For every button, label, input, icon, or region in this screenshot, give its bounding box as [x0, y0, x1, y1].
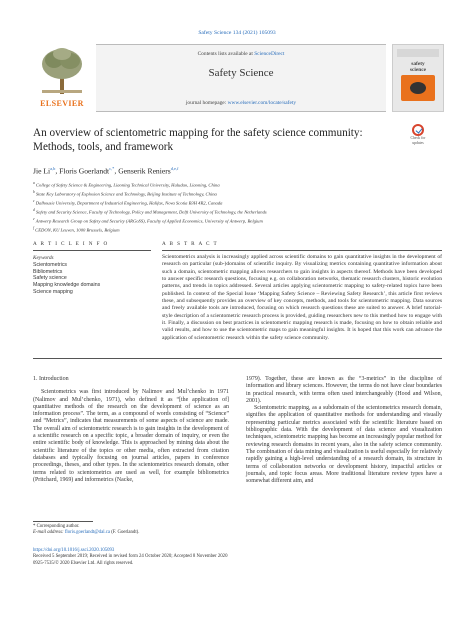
- affiliation-item: $^b$ State Key Laboratory of Explosion Science and Technology, Beijing Institute of Technology, China: [33, 189, 217, 197]
- divider: [162, 250, 442, 251]
- doi-link[interactable]: https://doi.org/10.1016/j.ssci.2020.105093: [33, 548, 115, 553]
- elsevier-wordmark: ELSEVIER: [40, 99, 84, 108]
- journal-banner: [96, 44, 386, 112]
- elsevier-logo: [32, 44, 92, 110]
- divider: [33, 250, 151, 251]
- author-name[interactable]: Jie Li: [33, 166, 51, 176]
- cover-title: safety science: [409, 61, 427, 73]
- journal-cover-thumbnail: [392, 44, 444, 112]
- footnote-divider: [33, 521, 93, 522]
- check-updates-icon: [412, 124, 424, 136]
- journal-header: [32, 44, 442, 112]
- body-paragraph: Scientometrics was first introduced by Nalimov and Mul’chenko in 1971 (Nalimov and Mul’chenko, 1971), who defined it as “[the application of] quantitative methods of the research on the development of science as an information process”. The term, as a compound of words consisting of “Science” and “Metrics”, indicates that measurements of some aspects of science are made. The overall aim of scientometric research is to gain insights in the development of a scientific research on a specific topic, a broader domain of inquiry, or even the entire scientific body of knowledge. This is approached by mining data about the scientific literature of the topics or other media, often extracted from citation databases and typically focusing on journal articles, papers in conference proceedings, theses, and other types. In the scientometrics research domain, other terms related to scientometrics are used as well, for example bibliometrics (Pritchard, 1969) and informetrics (Nacke,: [33, 389, 229, 483]
- body-column-right: [246, 376, 442, 485]
- author-name[interactable]: Floris Goerlandt: [59, 166, 110, 176]
- affiliation-list: [33, 180, 433, 234]
- author-list: Jie Li$^{a,b}$, Floris Goerlandt$^{c,*}$, Genserik Reniers$^{d,e,f}$: [33, 166, 179, 176]
- affiliation-item: $^e$ Antwerp Research Group on Safety and Security (ARGoSS), Faculty of Applied Economics, University of Antwerp, Belgium: [33, 216, 263, 224]
- affiliation-item: $^d$ Safety and Security Science, Faculty of Technology, Policy and Management, Delft University of Technology, the Netherlands: [33, 207, 267, 215]
- corresponding-author-note: * Corresponding author.: [33, 524, 80, 529]
- keyword-item: Science mapping: [33, 288, 73, 295]
- keywords-block: [33, 255, 151, 296]
- affiliation-item: $^f$ CEDON, KU Leuven, 1000 Brussels, Belgium: [33, 225, 120, 233]
- affiliation-item: $^a$ College of Safety Science & Engineering, Liaoning Technical University, Huludao, Liaoning, China: [33, 181, 220, 188]
- keyword-item: Bibliometrics: [33, 268, 63, 275]
- contents-line: Contents lists available at ScienceDirect: [197, 51, 285, 57]
- affiliation-item: $^c$ Dalhousie University, Department of Industrial Engineering, Halifax, Nova Scotia B3H 4R2, Canada: [33, 198, 223, 206]
- journal-title: Safety Science: [208, 67, 274, 79]
- keyword-item: Scientometrics: [33, 261, 68, 268]
- email-line: E-mail address: floris.goerlandt@dal.ca (F. Goerlandt).: [33, 530, 140, 536]
- cover-art: [401, 75, 435, 101]
- journal-reference[interactable]: Safety Science 134 (2021) 105093: [198, 30, 276, 36]
- publication-info: [33, 548, 293, 567]
- abstract-text: Scientometrics analysis is increasingly applied across scientific domains to gain quantitative insights in the development of research on particular (sub-)domains of scientific inquiry. By visualizing metrics containing quantitative information about such a domain, scientometric mapping allows researchers to gain insights in aspects thereof. Methods have been developed to answer specific research questions, focusing e.g. on collaboration networks, thematic research clusters, historic evolution patterns, and trends in topics addressed. Several articles applying scientometric mapping to safety-related topics have been published. In context of the Special Issue ‘Mapping Safety Science – Reviewing Safety Research’, this article first reviews these, and subsequently provides an overview of key concepts, methods, and tools for scientometric mapping. Data sources and freely available tools are introduced, focusing on which research questions these are suited to answer. A brief tutorial-style description of a scientometric research process is provided, guiding researchers new to this method how to engage with it. Finally, a discussion on best practices in scientometric mapping research is made, focusing on how to obtain reliable and valid results, and how to use the scientometric maps to gain meaningful insights. It is hoped that this work can advance the application of scientometric research within the safety science community.: [162, 254, 442, 341]
- homepage-line: journal homepage: www.elsevier.com/locate/safety: [185, 100, 297, 106]
- keyword-item: Mapping knowledge domains: [33, 282, 101, 289]
- section-heading: 1. Introduction: [33, 376, 69, 382]
- article-info-heading: A R T I C L E I N F O: [33, 241, 109, 247]
- footnotes: [33, 524, 233, 536]
- author-name[interactable]: Genserik Reniers: [118, 166, 171, 176]
- check-for-updates-button[interactable]: Check for updates: [398, 124, 438, 148]
- article-title: An overview of scientometric mapping for the safety science community: Methods, tools, and framework: [33, 127, 363, 153]
- divider: [33, 358, 442, 359]
- keywords-label: Keywords: [33, 255, 54, 261]
- elsevier-tree-icon: [38, 46, 86, 96]
- body-column-left: [33, 376, 229, 484]
- sciencedirect-link[interactable]: ScienceDirect: [254, 51, 285, 57]
- received-dates: Received 5 September 2019; Received in revised form 24 October 2020; Accepted 8 November 2020: [33, 554, 228, 560]
- body-paragraph: 1979). Together, these are known as the “3-metrics” in the discipline of information and library sciences. However, the terms do not have clear boundaries in practical research, with terms often used interchangeably (Hood and Wilson, 2001).: [246, 376, 442, 404]
- copyright-line: 0925-7535/© 2020 Elsevier Ltd. All rights reserved.: [33, 560, 134, 566]
- keyword-item: Safety science: [33, 275, 67, 282]
- email-link[interactable]: floris.goerlandt@dal.ca: [64, 530, 110, 536]
- body-paragraph: Scientometric mapping, as a subdomain of the scientometrics research domain, signifies the application of quantitative methods for understanding and visually representing particular metrics associated with the scientific literature based on bibliographic data. With the development of data science and visualization techniques, scientometric mapping has become an increasingly popular method for reviewing research domains in recent years, also in the safety science community. The combination of data mining and visualization is useful especially for relatively rapidly gaining a high-level understanding of a research domain, its structure in terms of collaboration networks or development history, impactful articles or journals, and topic focus areas. More traditional literature review types have a somewhat different aim, and: [246, 405, 442, 485]
- homepage-link[interactable]: www.elsevier.com/locate/safety: [227, 100, 297, 106]
- abstract-heading: A B S T R A C T: [162, 241, 219, 247]
